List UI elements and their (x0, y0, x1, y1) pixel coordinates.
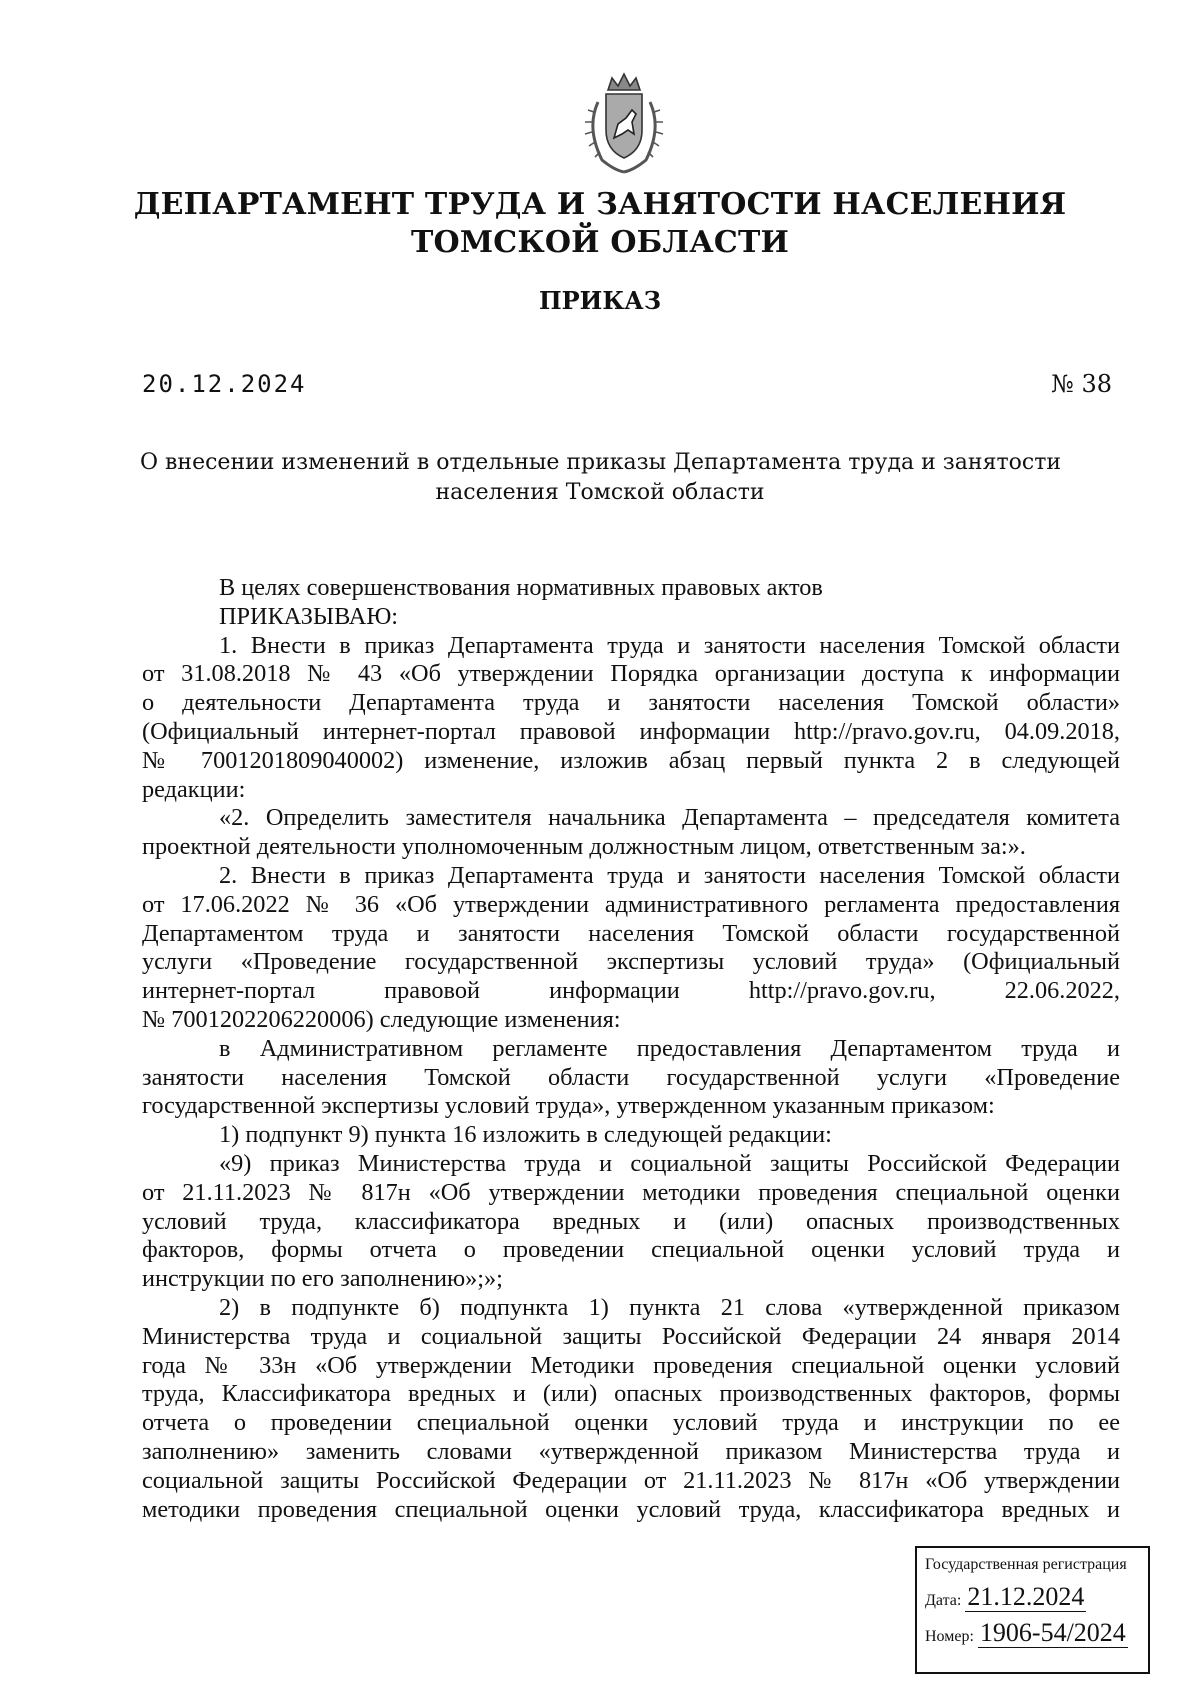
registration-number-label: Номер: (925, 1628, 974, 1645)
body-line: редакции: (142, 775, 246, 803)
body-line: государственной экспертизы условий труда», утвержденном указанным приказом: (142, 1092, 995, 1120)
body-line: от 31.08.2018 № 43 «Об утверждении Порядка организации доступа к информации (142, 660, 1120, 688)
document-number: № 38 (1051, 370, 1112, 398)
registration-number-row (925, 1618, 1140, 1648)
body-line: 2) в подпункте б) подпункта 1) пункта 21 слова «утвержденной приказом (219, 1293, 1120, 1321)
body-line: труда, Классификатора вредных и (или) опасных производственных факторов, формы (142, 1380, 1120, 1408)
body-line: ПРИКАЗЫВАЮ: (219, 602, 399, 630)
body-line: «9) приказ Министерства труда и социальной защиты Российской Федерации (219, 1149, 1120, 1177)
body-line: в Административном регламенте предоставления Департаментом труда и (219, 1034, 1120, 1062)
registration-date-label: Дата: (925, 1592, 962, 1609)
body-line: Департаментом труда и занятости населения Томской области государственной (142, 919, 1120, 947)
document-subject (140, 448, 1060, 508)
body-line: интернет-портал правовой информации http://pravo.gov.ru, 22.06.2022, (142, 977, 1120, 1005)
body-line: 1. Внести в приказ Департамента труда и занятости населения Томской области (219, 631, 1120, 659)
registration-number-value: 1906-54/2024 (979, 1618, 1126, 1647)
body-line: «2. Определить заместителя начальника Департамента – председателя комитета (219, 804, 1120, 832)
body-line: условий труда, классификатора вредных и (или) опасных производственных (142, 1207, 1120, 1235)
registration-date-value: 21.12.2024 (967, 1582, 1085, 1611)
organization-name (0, 186, 1200, 262)
body-line: занятости населения Томской области государственной услуги «Проведение (142, 1063, 1120, 1091)
body-line: инструкции по его заполнению»;»; (142, 1265, 503, 1293)
body-line: от 17.06.2022 № 36 «Об утверждении административного регламента предоставления (142, 890, 1120, 918)
registration-date-row (925, 1582, 1140, 1612)
body-line: Министерства труда и социальной защиты Российской Федерации 24 января 2014 (142, 1322, 1120, 1350)
subject-line2: населения Томской области (435, 480, 765, 505)
body-line: методики проведения специальной оценки условий труда, классификатора вредных и (142, 1495, 1120, 1523)
body-line: о деятельности Департамента труда и занятости населения Томской области» (142, 689, 1120, 717)
document-date: 20.12.2024 (142, 370, 307, 398)
registration-stamp (915, 1546, 1150, 1674)
subject-line1: О внесении изменений в отдельные приказы Департамента труда и занятости (140, 450, 1062, 475)
document-type: ПРИКАЗ (538, 286, 662, 315)
body-line: (Официальный интернет-портал правовой информации http://pravo.gov.ru, 04.09.2018, (142, 717, 1120, 745)
body-line: В целях совершенствования нормативных правовых актов (219, 574, 823, 601)
body-line: услуги «Проведение государственной экспертизы условий труда» (Официальный (142, 948, 1120, 976)
body-line: от 21.11.2023 № 817н «Об утверждении методики проведения специальной оценки (142, 1178, 1120, 1206)
body-line: проектной деятельности уполномоченным должностным лицом, ответственным за:». (142, 833, 1026, 861)
document-body (142, 574, 1120, 1524)
body-line: года № 33н «Об утверждении Методики проведения специальной оценки условий (142, 1351, 1120, 1379)
organization-name-line1: ДЕПАРТАМЕНТ ТРУДА И ЗАНЯТОСТИ НАСЕЛЕНИЯ (133, 187, 1067, 222)
body-line: 1) подпункт 9) пункта 16 изложить в следующей редакции: (219, 1121, 832, 1149)
body-line: 2. Внести в приказ Департамента труда и занятости населения Томской области (219, 861, 1120, 889)
body-line: № 7001202206220006) следующие изменения: (142, 1005, 621, 1033)
organization-name-line2: ТОМСКОЙ ОБЛАСТИ (410, 225, 790, 260)
body-line: факторов, формы отчета о проведении специальной оценки условий труда и (142, 1236, 1120, 1264)
registration-title: Государственная регистрация (925, 1556, 1127, 1573)
body-line: № 7001201809040002) изменение, изложив абзац первый пункта 2 в следующей (142, 746, 1120, 774)
body-line: заполнению» заменить словами «утвержденной приказом Министерства труда и (142, 1437, 1120, 1465)
body-line: отчета о проведении специальной оценки условий труда и инструкции по ее (142, 1409, 1120, 1437)
body-line: социальной защиты Российской Федерации от 21.11.2023 № 817н «Об утверждении (142, 1466, 1120, 1494)
coat-of-arms-emblem (568, 68, 680, 180)
